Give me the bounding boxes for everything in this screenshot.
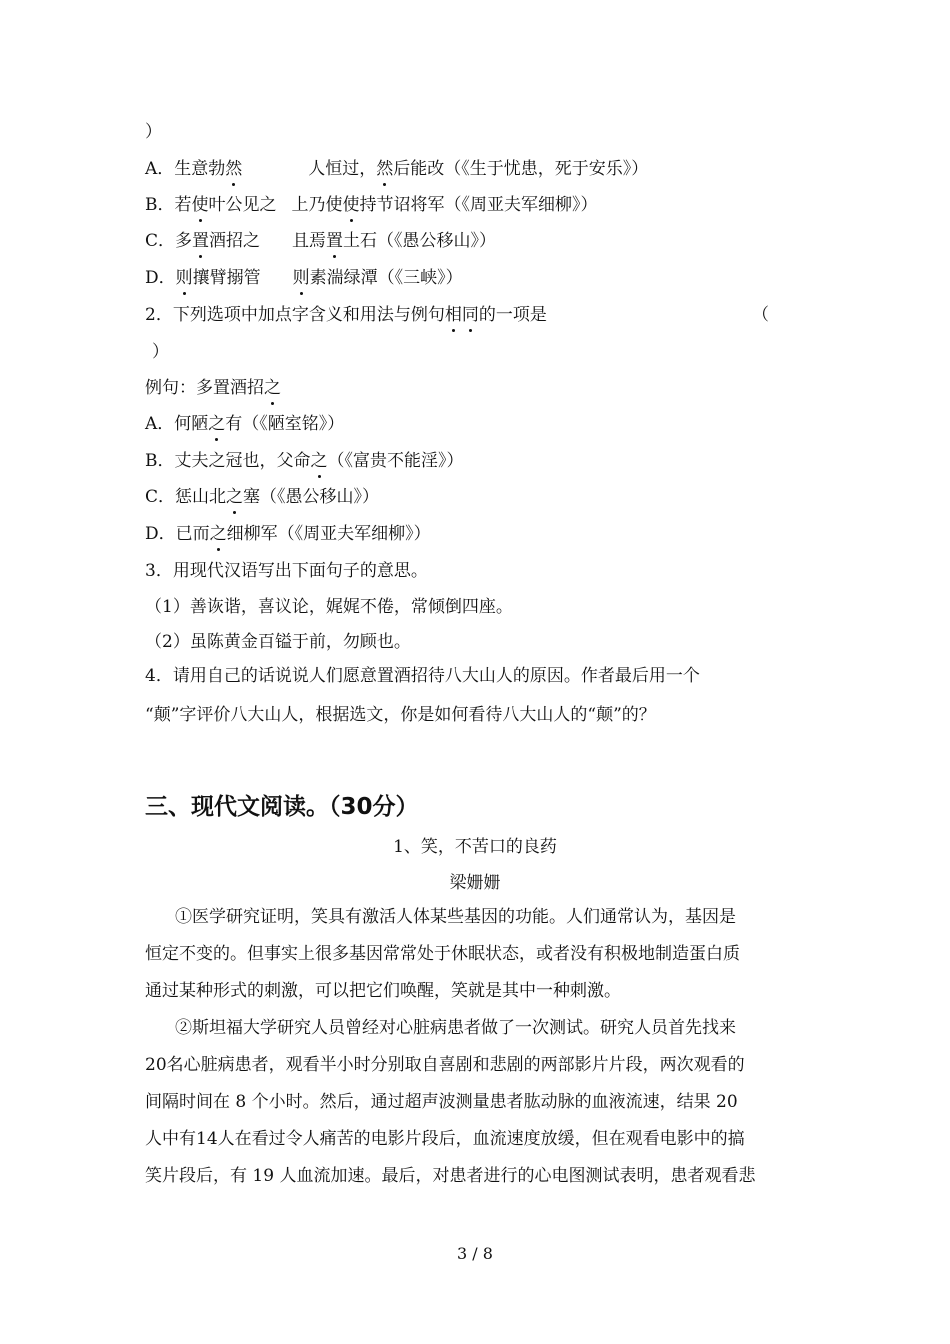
q1-closing-paren: ） xyxy=(145,122,162,142)
emphasis-dot-char: 置 xyxy=(326,231,344,251)
emphasis-dot-char: 之 xyxy=(310,451,328,471)
paragraph-line: ②斯坦福大学研究人员曾经对心脏病患者做了一次测试。研究人员首先找来 xyxy=(175,1018,736,1038)
q2-stem: 2．下列选项中加点字含义和用法与例句相同的一项是 xyxy=(145,305,547,325)
emphasis-dot-char: 使 xyxy=(191,195,209,215)
paragraph-1 xyxy=(145,899,805,1010)
q4-line-1: 4．请用自己的话说说人们愿意置酒招待八大山人的原因。作者最后用一个 xyxy=(145,666,700,686)
q1-option-c: C．多置酒招之 且焉置土石（《愚公移山》） xyxy=(145,231,497,251)
q3-item-1: （1）善诙谐，喜议论，娓娓不倦，常倾倒四座。 xyxy=(145,597,513,617)
emphasis-dot-char: 则 xyxy=(175,268,193,288)
emphasis-dot-char: 然 xyxy=(376,159,394,179)
paragraph-line: 间隔时间在 8 个小时。然后，通过超声波测量患者肱动脉的血液流速，结果 20 xyxy=(145,1092,738,1112)
q4-line-2: “颠”字评价八大山人，根据选文，你是如何看待八大山人的“颠”的？ xyxy=(145,705,656,725)
emphasis-dot-char: 使 xyxy=(342,195,360,215)
q1-option-a: A．生意勃然 人恒过，然后能改（《生于忧患，死于安乐》） xyxy=(145,159,649,179)
q1-option-b: B．若使叶公见之 上乃使使持节诏将军（《周亚夫军细柳》） xyxy=(145,195,598,215)
emphasis-dot-char: 之 xyxy=(208,414,226,434)
emphasis-dot-char: 相 xyxy=(444,305,462,325)
page-number: 3 / 8 xyxy=(457,1244,493,1263)
q2-option-a: A．何陋之有（《陋室铭》） xyxy=(145,414,345,434)
q1-option-d: D．则攘臂搦管 则素湍绿潭（《三峡》） xyxy=(145,268,463,288)
emphasis-dot-char: 同 xyxy=(461,305,479,325)
paragraph-line: ①医学研究证明，笑具有激活人体某些基因的功能。人们通常认为，基因是 xyxy=(175,907,736,927)
q2-example: 例句：多置酒招之 xyxy=(145,378,281,398)
paragraph-line: 20名心脏病患者，观看半小时分别取自喜剧和悲剧的两部影片片段，两次观看的 xyxy=(145,1055,745,1075)
paragraph-2 xyxy=(145,1010,805,1195)
article-title: 1、笑，不苦口的良药 xyxy=(393,837,557,857)
paragraph-line: 笑片段后，有 19 人血流加速。最后，对患者进行的心电图测试表明，患者观看悲 xyxy=(145,1166,756,1186)
paragraph-line: 恒定不变的。但事实上很多基因常常处于休眠状态，或者没有积极地制造蛋白质 xyxy=(145,944,740,964)
section-heading: 三、现代文阅读。（30分） xyxy=(145,794,419,820)
paragraph-line: 人中有14人在看过令人痛苦的电影片段后，血流速度放缓，但在观看电影中的搞 xyxy=(145,1129,745,1149)
emphasis-dot-char: 之 xyxy=(209,524,227,544)
q3-stem: 3．用现代汉语写出下面句子的意思。 xyxy=(145,561,428,581)
q2-option-d: D．已而之细柳军（《周亚夫军细柳》） xyxy=(145,524,431,544)
emphasis-dot-char: 然 xyxy=(225,159,243,179)
q2-option-c: C．惩山北之塞（《愚公移山》） xyxy=(145,487,380,507)
emphasis-dot-char: 之 xyxy=(226,487,244,507)
q3-item-2: （2）虽陈黄金百镒于前，勿顾也。 xyxy=(145,632,411,652)
emphasis-dot-char: 之 xyxy=(264,378,281,398)
emphasis-dot-char: 则 xyxy=(292,268,310,288)
emphasis-dot-char: 置 xyxy=(192,231,210,251)
q2-paren-open: （ xyxy=(752,305,769,325)
paragraph-line: 通过某种形式的刺激，可以把它们唤醒，笑就是其中一种刺激。 xyxy=(145,981,621,1001)
q2-option-b: B．丈夫之冠也，父命之（《富贵不能淫》） xyxy=(145,451,464,471)
q2-paren-close: ） xyxy=(152,342,169,362)
article-author: 梁姗姗 xyxy=(449,873,501,893)
